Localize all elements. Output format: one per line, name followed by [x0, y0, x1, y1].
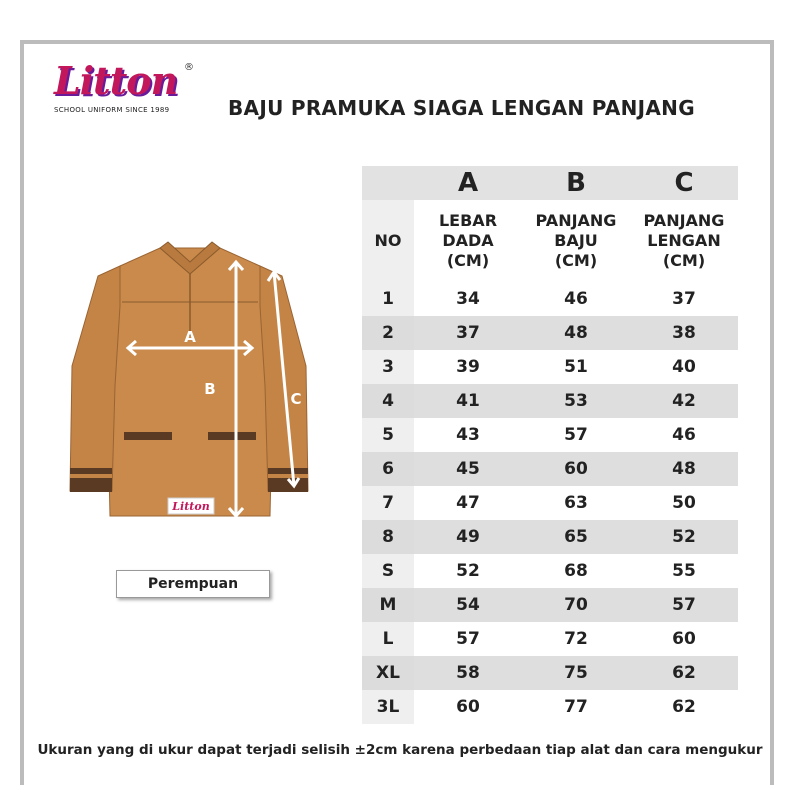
header-lebar-dada: LEBAR DADA (CM) — [414, 200, 522, 282]
panjang-baju-cell: 63 — [522, 486, 630, 520]
panjang-lengan-cell: 60 — [630, 622, 738, 656]
lebar-dada-cell: 49 — [414, 520, 522, 554]
header-row — [362, 200, 738, 282]
header-panjang-baju: PANJANG BAJU (CM) — [522, 200, 630, 282]
size-no-cell: XL — [362, 656, 414, 690]
lebar-dada-cell: 34 — [414, 282, 522, 316]
lebar-dada-cell: 47 — [414, 486, 522, 520]
lebar-dada-cell: 52 — [414, 554, 522, 588]
size-no-cell: 5 — [362, 418, 414, 452]
panjang-baju-cell: 60 — [522, 452, 630, 486]
panjang-lengan-cell: 62 — [630, 656, 738, 690]
size-no-cell: 4 — [362, 384, 414, 418]
table-row — [362, 690, 738, 724]
table-row — [362, 316, 738, 350]
size-no-cell: 2 — [362, 316, 414, 350]
panjang-baju-cell: 77 — [522, 690, 630, 724]
column-letter-b: B — [522, 166, 630, 200]
size-chart-table — [362, 166, 738, 724]
shirt-left-sleeve — [70, 266, 120, 491]
panjang-lengan-cell: 50 — [630, 486, 738, 520]
panjang-lengan-cell: 62 — [630, 690, 738, 724]
size-no-cell: 1 — [362, 282, 414, 316]
panjang-lengan-cell: 40 — [630, 350, 738, 384]
panjang-lengan-cell: 57 — [630, 588, 738, 622]
size-no-cell: M — [362, 588, 414, 622]
table-row — [362, 350, 738, 384]
brand-name: Litton — [54, 58, 178, 103]
panjang-baju-cell: 46 — [522, 282, 630, 316]
panjang-baju-cell: 70 — [522, 588, 630, 622]
size-no-cell: L — [362, 622, 414, 656]
lebar-dada-cell: 39 — [414, 350, 522, 384]
table-row — [362, 588, 738, 622]
table-row — [362, 554, 738, 588]
gender-label: Perempuan — [116, 570, 270, 598]
panjang-baju-cell: 48 — [522, 316, 630, 350]
header-panjang-lengan: PANJANG LENGAN (CM) — [630, 200, 738, 282]
lebar-dada-cell: 60 — [414, 690, 522, 724]
table-row — [362, 452, 738, 486]
table-row — [362, 520, 738, 554]
lebar-dada-cell: 57 — [414, 622, 522, 656]
panjang-baju-cell: 57 — [522, 418, 630, 452]
table-row — [362, 282, 738, 316]
column-letter-a: A — [414, 166, 522, 200]
brand-logo — [54, 58, 214, 118]
lebar-dada-cell: 45 — [414, 452, 522, 486]
panjang-baju-cell: 72 — [522, 622, 630, 656]
column-letter-c: C — [630, 166, 738, 200]
measurement-note: Ukuran yang di ukur dapat terjadi selisih ±2cm karena perbedaan tiap alat dan cara mengukur — [37, 742, 763, 758]
size-no-cell: 3L — [362, 690, 414, 724]
size-no-cell: S — [362, 554, 414, 588]
lebar-dada-cell: 54 — [414, 588, 522, 622]
panjang-baju-cell: 68 — [522, 554, 630, 588]
measure-a-label: A — [184, 328, 196, 346]
shirt-pocket-left — [124, 432, 172, 440]
lebar-dada-cell: 43 — [414, 418, 522, 452]
header-no: NO — [362, 200, 414, 282]
table-row — [362, 384, 738, 418]
table-row — [362, 656, 738, 690]
size-no-cell: 3 — [362, 350, 414, 384]
panjang-lengan-cell: 38 — [630, 316, 738, 350]
panjang-lengan-cell: 46 — [630, 418, 738, 452]
panjang-baju-cell: 53 — [522, 384, 630, 418]
panjang-lengan-cell: 48 — [630, 452, 738, 486]
panjang-baju-cell: 75 — [522, 656, 630, 690]
page-title: BAJU PRAMUKA SIAGA LENGAN PANJANG — [228, 96, 695, 120]
panjang-baju-cell: 51 — [522, 350, 630, 384]
panjang-lengan-cell: 52 — [630, 520, 738, 554]
shirt-illustration — [60, 236, 320, 526]
registered-mark: ® — [184, 62, 194, 73]
shirt-cuff-left — [70, 468, 112, 492]
brand-tagline: SCHOOL UNIFORM SINCE 1989 — [54, 106, 170, 114]
table-row — [362, 486, 738, 520]
table-row — [362, 622, 738, 656]
measure-b-label: B — [204, 380, 216, 398]
size-no-cell: 7 — [362, 486, 414, 520]
size-no-cell: 6 — [362, 452, 414, 486]
lebar-dada-cell: 37 — [414, 316, 522, 350]
table-row — [362, 418, 738, 452]
column-letter-row — [362, 166, 738, 200]
panjang-lengan-cell: 55 — [630, 554, 738, 588]
measure-c-label: C — [290, 390, 302, 408]
shirt-tag-text: Litton — [172, 500, 210, 513]
size-no-cell: 8 — [362, 520, 414, 554]
lebar-dada-cell: 41 — [414, 384, 522, 418]
panjang-baju-cell: 65 — [522, 520, 630, 554]
panjang-lengan-cell: 42 — [630, 384, 738, 418]
lebar-dada-cell: 58 — [414, 656, 522, 690]
shirt-pocket-right — [208, 432, 256, 440]
panjang-lengan-cell: 37 — [630, 282, 738, 316]
